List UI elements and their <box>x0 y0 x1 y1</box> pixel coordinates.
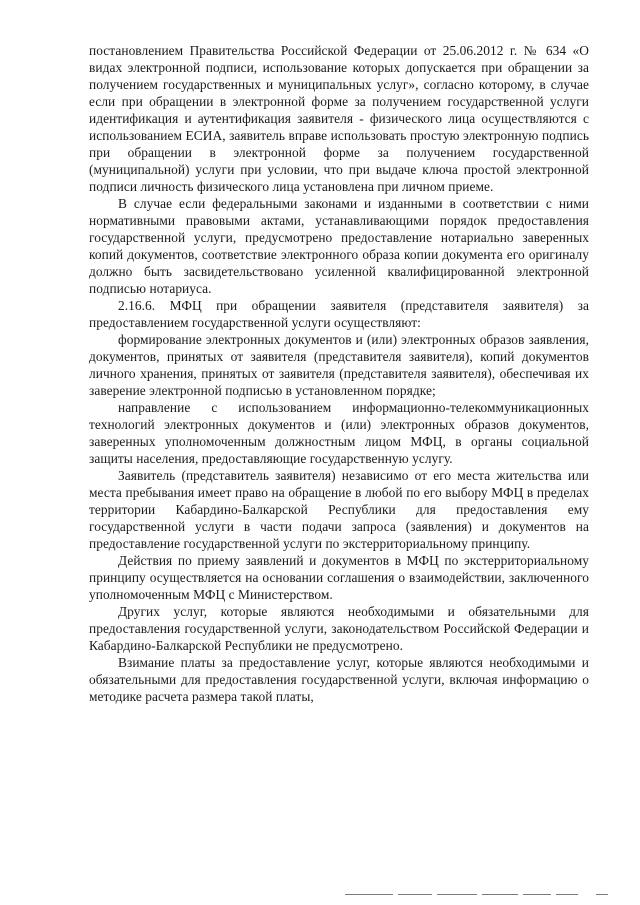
paragraph-1: постановлением Правительства Российской Федерации от 25.06.2012 г. № 634 «О видах электронной подписи, использование которых допускается при обращении за получением государственных и муниципальных услуг», согласно которому, в случае если при обращении в электронной форме за получением государственной услуги идентификация и аутентификация заявителя - физического лица осуществляются с использованием ЕСИА, заявитель вправе использовать простую электронную подпись при обращении в электронной форме за получением государственной (муниципальной) услуги при условии, что при выдаче ключа простой электронной подписи личность физического лица установлена при личном приеме. <box>89 43 589 194</box>
footer-divider <box>345 894 393 895</box>
footer-divider <box>523 894 551 895</box>
paragraph-2: В случае если федеральными законами и изданными в соответствии с ними нормативными правовыми актами, устанавливающими порядок предоставления государственной услуги, предусмотрено предоставление нотариально заверенных копий документов, соответствие электронного образа копии документа его оригиналу должно быть засвидетельствовано усиленной квалифицированной электронной подписью нотариуса. <box>89 196 589 296</box>
footer-divider <box>556 894 578 895</box>
paragraph-7: Действия по приему заявлений и документов в МФЦ по экстерриториальному принципу осуществляется на основании соглашения о взаимодействии, заключенного уполномоченным МФЦ с Министерством. <box>89 553 589 602</box>
footer-divider <box>596 894 608 895</box>
footer-divider <box>437 894 477 895</box>
footer-divider <box>482 894 518 895</box>
document-body <box>89 42 589 705</box>
paragraph-4: формирование электронных документов и (или) электронных образов заявления, документов, принятых от заявителя (представителя заявителя), копий документов личного хранения, принятых от заявителя (представителя заявителя), обеспечивая их заверение электронной подписью в установленном порядке; <box>89 332 589 398</box>
footer-divider <box>398 894 432 895</box>
paragraph-6: Заявитель (представитель заявителя) независимо от его места жительства или места пребывания имеет право на обращение в любой по его выбору МФЦ в пределах территории Кабардино-Балкарской Республики для предоставления ему государственной услуги в части подачи запроса (заявления) и документов на предоставление государственной услуги по экстерриториальному принципу. <box>89 468 589 551</box>
paragraph-8: Других услуг, которые являются необходимыми и обязательными для предоставления государственной услуги, законодательством Российской Федерации и Кабардино-Балкарской Республики не предусмотрено. <box>89 604 589 653</box>
paragraph-3: 2.16.6. МФЦ при обращении заявителя (представителя заявителя) за предоставлением государственной услуги осуществляют: <box>89 298 589 330</box>
paragraph-9: Взимание платы за предоставление услуг, которые являются необходимыми и обязательными для предоставления государственной услуги, включая информацию о методике расчета размера такой платы, <box>89 655 589 704</box>
paragraph-5: направление с использованием информационно-телекоммуникационных технологий электронных документов и (или) электронных образов документов, заверенных уполномоченным должностным лицом МФЦ, в органы социальной защиты населения, предоставляющие государственную услугу. <box>89 400 589 466</box>
